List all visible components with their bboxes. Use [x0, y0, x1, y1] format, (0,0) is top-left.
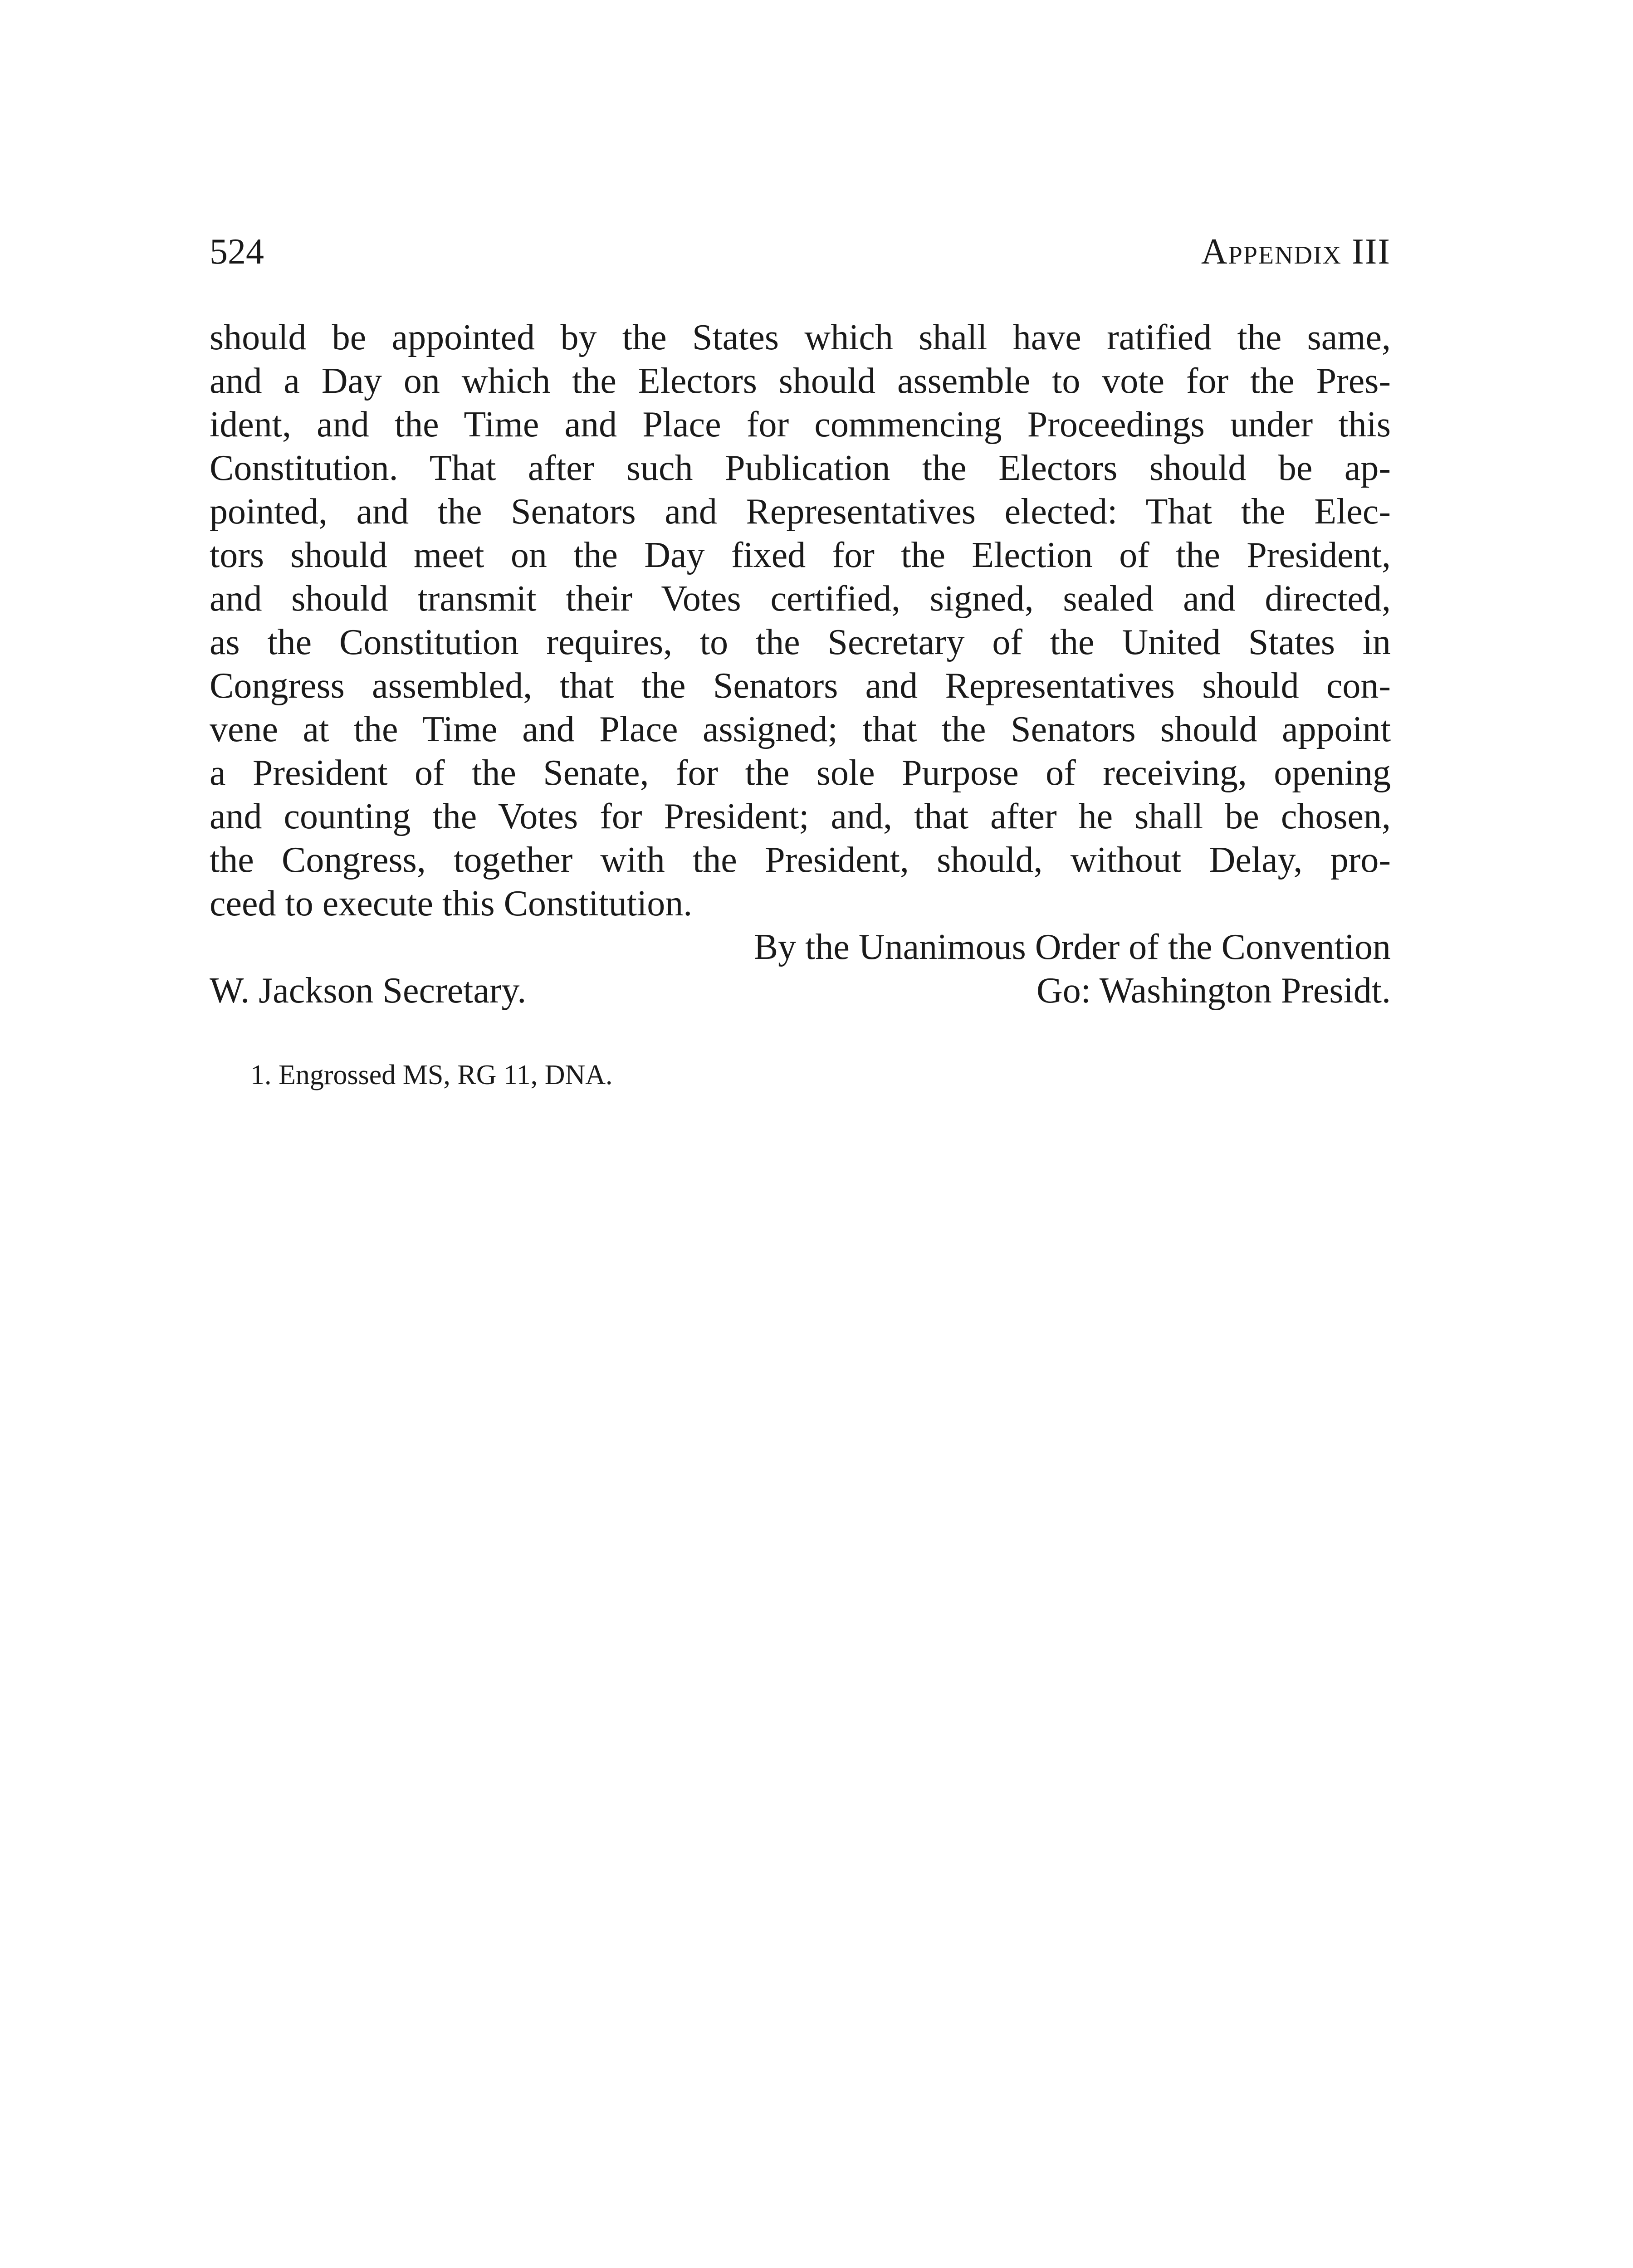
text-line: ceed to execute this Constitution. — [210, 884, 693, 924]
running-head — [210, 227, 1391, 277]
president-signatory: Go: Washington Presidt. — [1037, 971, 1391, 1011]
signature-block — [210, 925, 1391, 1012]
text-line: and a Day on which the Electors should assemble to vote for the Pres- — [210, 361, 1391, 401]
text-line: Congress assembled, that the Senators and Representatives should con- — [210, 666, 1391, 706]
text-line: vene at the Time and Place assigned; that the Senators should appoint — [210, 709, 1391, 749]
text-line: a President of the Senate, for the sole Purpose of receiving, opening — [210, 753, 1391, 793]
page-number: 524 — [210, 232, 264, 272]
signatories-row — [210, 969, 1391, 1012]
text-line: Constitution. That after such Publication the Electors should be ap- — [210, 448, 1391, 488]
convention-order: By the Unanimous Order of the Convention — [753, 927, 1391, 967]
text-line: and counting the Votes for President; and, that after he shall be chosen, — [210, 797, 1391, 836]
text-line: as the Constitution requires, to the Secretary of the United States in — [210, 622, 1391, 662]
body-paragraph — [210, 316, 1391, 925]
text-line: tors should meet on the Day fixed for the Election of the President, — [210, 535, 1391, 575]
text-line: pointed, and the Senators and Representatives elected: That the Elec- — [210, 492, 1391, 532]
text-line: should be appointed by the States which shall have ratified the same, — [210, 318, 1391, 357]
section-title: Appendix III — [1201, 232, 1391, 272]
text-line: the Congress, together with the President, should, without Delay, pro- — [210, 840, 1391, 880]
secretary-signatory: W. Jackson Secretary. — [210, 971, 527, 1011]
text-line: and should transmit their Votes certified, signed, sealed and directed, — [210, 579, 1391, 619]
text-line: ident, and the Time and Place for commencing Proceedings under this — [210, 405, 1391, 445]
footnote: 1. Engrossed MS, RG 11, DNA. — [250, 1060, 613, 1090]
